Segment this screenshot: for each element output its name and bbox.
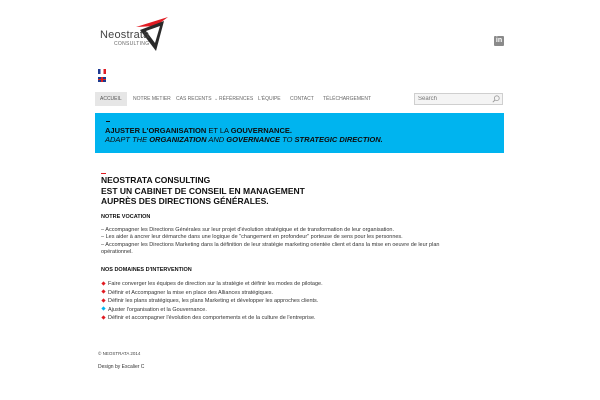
footer-design-credit[interactable]: Design by Escalier C [98,364,145,370]
nav-item-references[interactable]: RÉFÉRENCES [219,96,254,102]
vocation-title: NOTRE VOCATION [101,214,151,220]
banner-en-part4: GOVERNANCE [226,135,281,144]
nav-item-cas-recents-label: CAS RECENTS [176,96,212,102]
list-item [101,314,323,323]
list-item [101,297,323,306]
search-input[interactable] [415,94,491,104]
bullet-diamond-icon [101,298,105,302]
bullet-diamond-icon [101,290,105,294]
bullet-diamond-icon [101,307,105,311]
nav-item-notre-metier[interactable]: NOTRE METIER [133,96,171,102]
domain-text: Ajuster l'organisation et la Gouvernance. [108,306,207,313]
banner-en-part3: AND [206,135,227,144]
flag-fr-icon[interactable] [98,69,106,74]
bullet-diamond-icon [101,315,105,319]
domain-text: Définir les plans stratégiques, les plans Marketing et développer les approches clients. [108,298,319,305]
vocation-line: – Accompagner les Directions Marketing dans la définition de leur stratégie marketing orientée client et dans la mise en oeuvre de leur plan opérationnel. [101,241,440,255]
footer-copyright: © NEOSTRATA 2014 [98,351,141,356]
banner-en-part1: ADAPT THE [105,135,150,144]
intro-line-3: AUPRÈS DES DIRECTIONS GÉNÉRALES. [101,196,269,206]
intro-heading [101,175,305,207]
domain-text: Définir et accompagner l'évolution des comportements et de la culture de l'entreprise. [108,315,316,322]
search-box [414,93,503,105]
banner-en-part5: TO [280,135,295,144]
domain-text: Définir et Accompagner la mise en place des Alliances stratégiques. [108,289,274,296]
nav-item-equipe[interactable]: L'ÉQUIPE [258,96,281,102]
banner-fr-part2: ET LA [206,126,231,135]
logo-subtitle: CONSULTING [114,41,150,47]
flag-uk-icon[interactable] [98,77,106,82]
nav-item-accueil[interactable]: ACCUEIL [95,92,127,106]
domains-list [101,280,323,323]
vocation-line: – Accompagner les Directions Générales sur leur projet d'évolution stratégique et de transformation de leur organisation. [101,227,395,233]
nav-item-contact[interactable]: CONTACT [290,96,314,102]
nav-item-telechargement[interactable]: TÉLÉCHARGEMENT [323,96,372,102]
vocation-text [101,227,441,256]
chevron-down-icon: ⌄ [213,96,219,102]
site-logo[interactable] [100,17,170,55]
vocation-line: – Les aider à ancrer leur démarche dans une logique de "changement en profondeur" porteuse de sens pour les personnes. [101,234,403,241]
banner-dash [106,121,110,122]
banner-fr-part1: AJUSTER L'ORGANISATION [105,126,207,135]
banner-line-en [105,135,383,144]
list-item [101,289,323,298]
linkedin-icon[interactable]: in [495,37,503,44]
banner-en-part2: ORGANIZATION [149,135,207,144]
logo-name: Neostrata [100,29,150,41]
list-item [101,306,323,315]
intro-line-1: NEOSTRATA CONSULTING [101,175,211,185]
intro-line-2: EST UN CABINET DE CONSEIL EN MANAGEMENT [101,185,305,196]
domains-title: NOS DOMAINES D'INTERVENTION [101,267,192,273]
banner-fr-part3: GOUVERNANCE. [230,126,292,135]
intro-accent [101,173,106,174]
list-item [101,280,323,289]
domain-text: Faire converger les équipes de direction sur la stratégie et définir les modes de pilotage. [108,281,323,287]
banner-line-fr [105,126,292,135]
search-icon[interactable] [492,95,500,103]
banner-en-part6: STRATEGIC DIRECTION. [294,135,383,144]
bullet-diamond-icon [101,281,105,285]
